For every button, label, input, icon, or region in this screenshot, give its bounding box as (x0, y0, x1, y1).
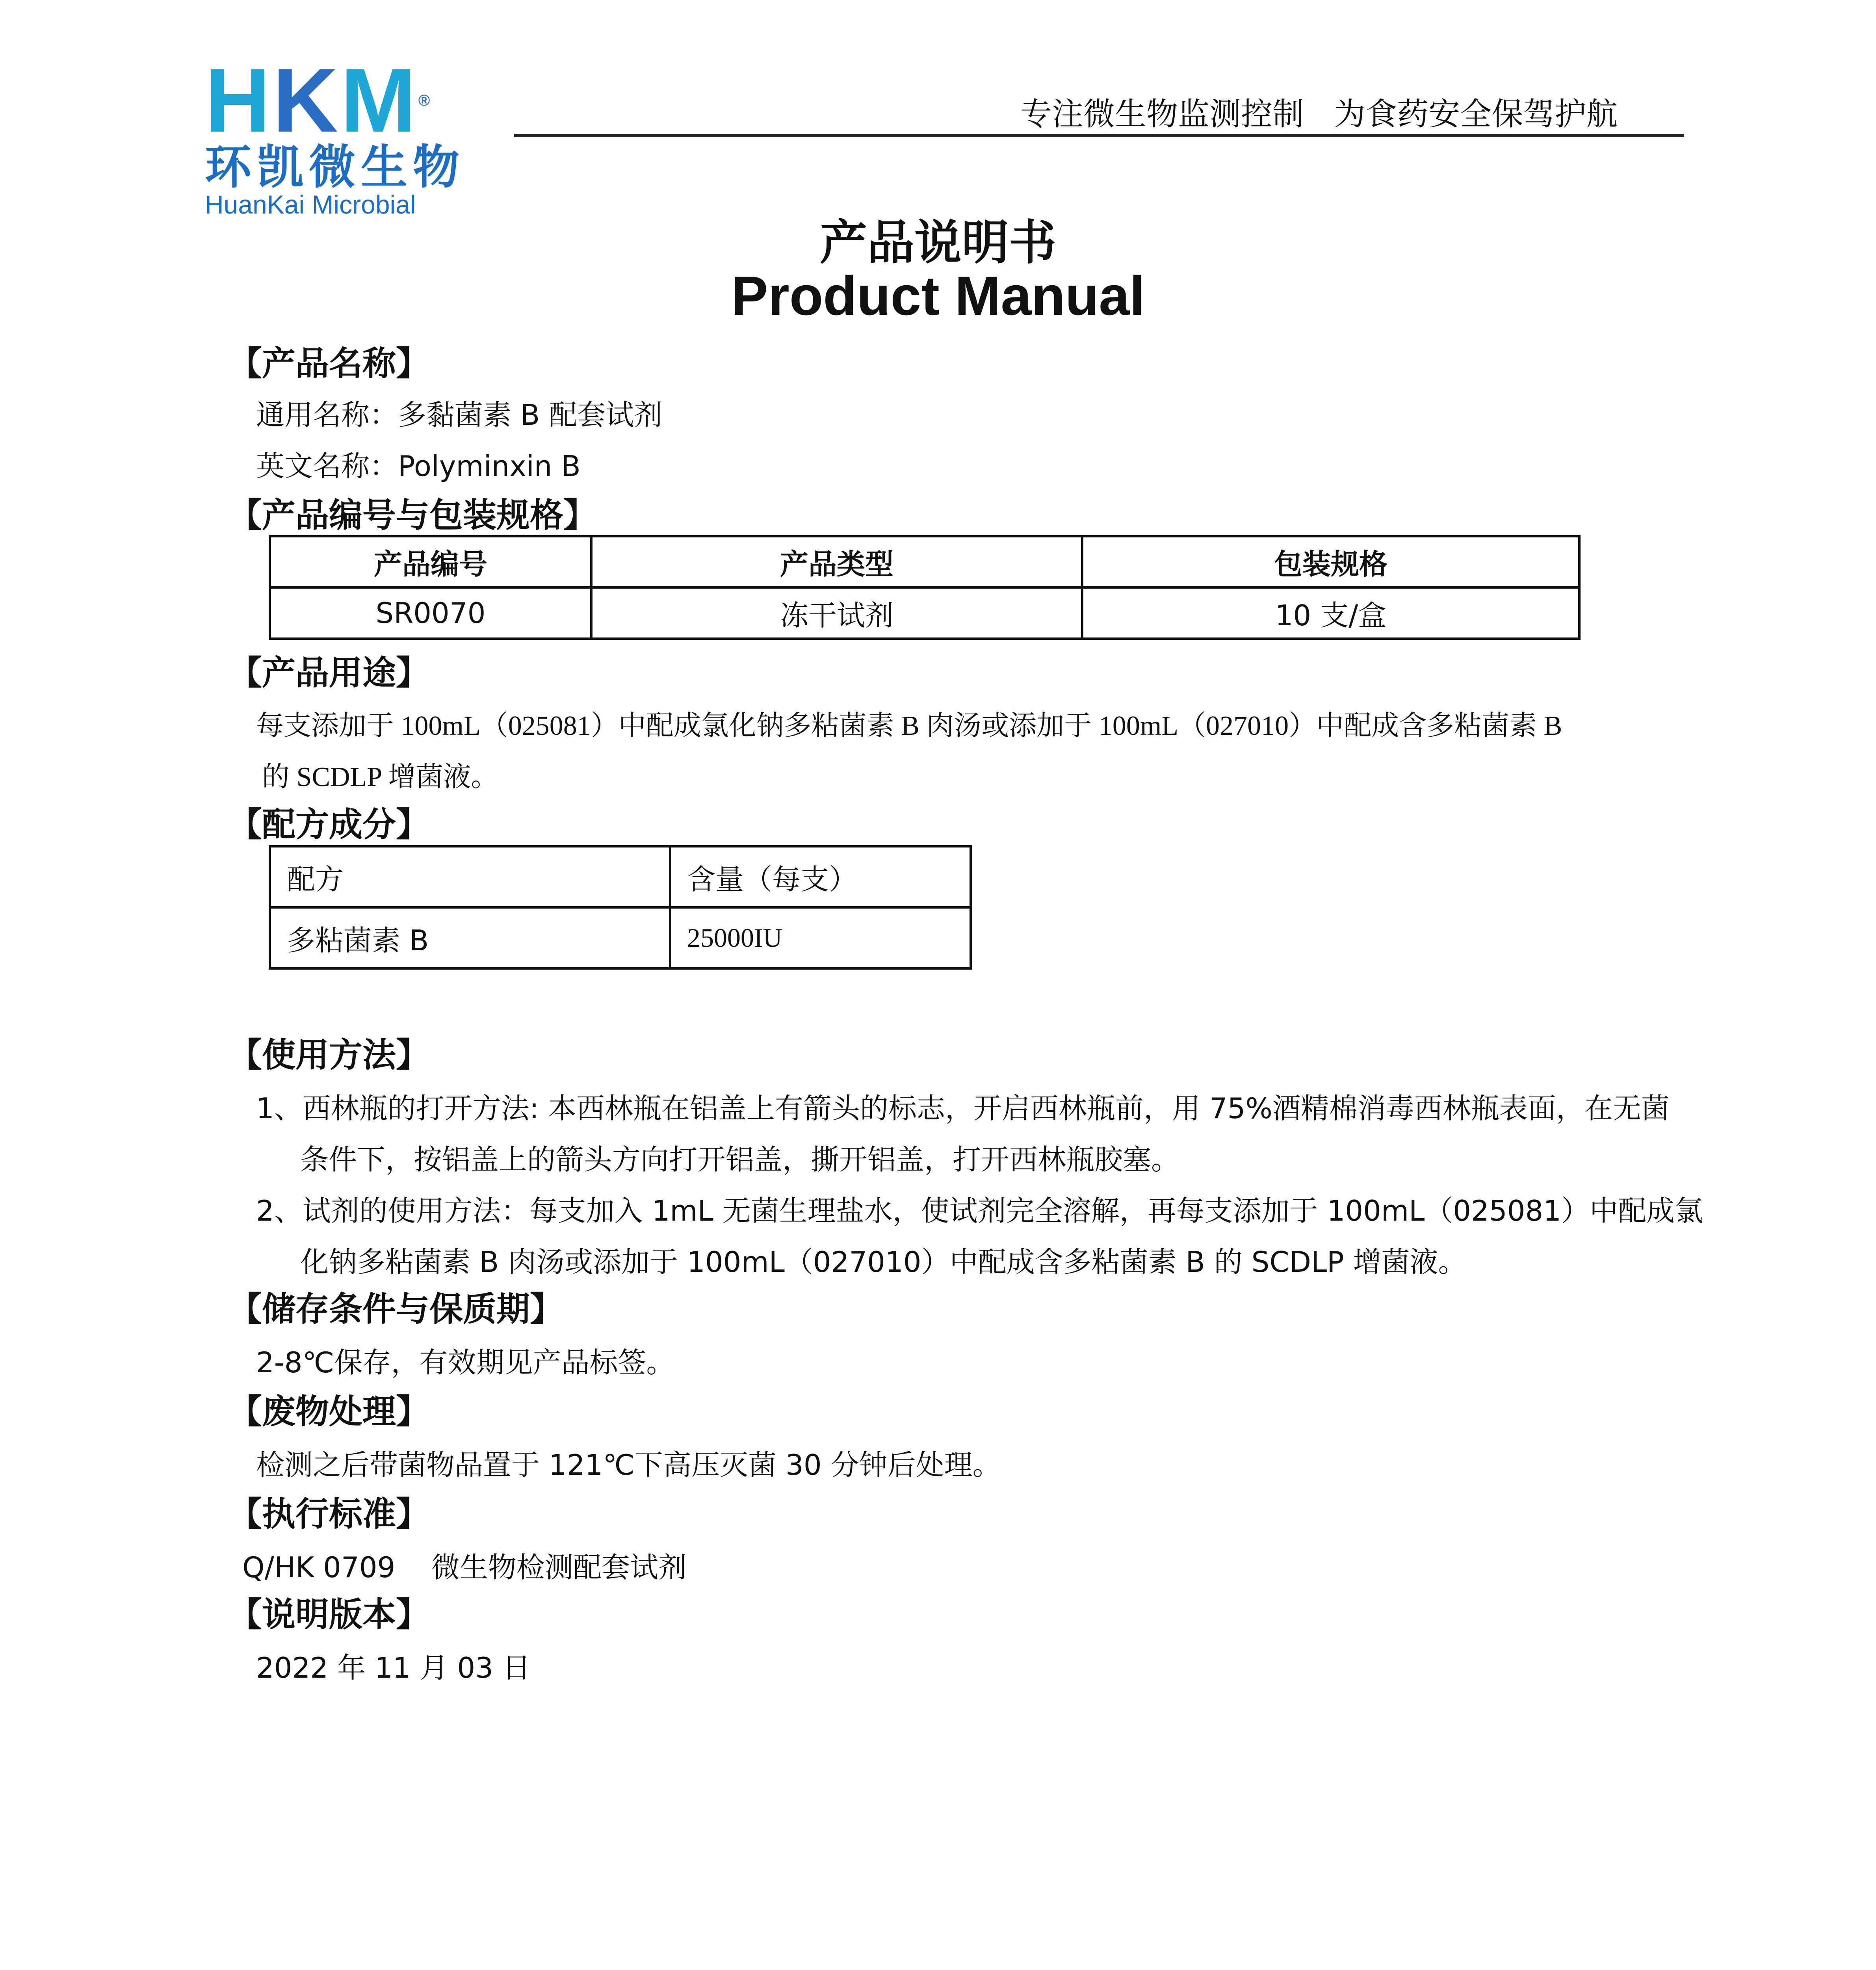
table-row (270, 587, 1579, 639)
formula-table (269, 845, 972, 970)
table-row (270, 907, 971, 968)
section-heading-spec: 【产品编号与包装规格】 (228, 496, 597, 535)
table-header-row (270, 536, 1579, 587)
version-text: 2022 年 11 月 03 日 (256, 1651, 531, 1684)
section-heading-method: 【使用方法】 (228, 1036, 430, 1075)
logo-chinese-name: 环凯微生物 (205, 140, 465, 194)
use-text-line1: 每支添加于 100mL（025081）中配成氯化钠多粘菌素 B 肉汤或添加于 100mL（027010）中配成含多粘菌素 B (256, 711, 1562, 741)
section-heading-name: 【产品名称】 (228, 344, 430, 383)
formula-amount: 25000IU (670, 907, 971, 968)
section-heading-waste: 【废物处理】 (228, 1392, 430, 1431)
registered-mark: ® (418, 92, 433, 109)
section-heading-standard: 【执行标准】 (228, 1495, 430, 1534)
spec-col-type: 产品类型 (591, 536, 1082, 587)
section-heading-formula: 【配方成分】 (228, 805, 430, 844)
spec-table (269, 535, 1581, 640)
header-divider (514, 134, 1684, 137)
company-logo (205, 50, 465, 219)
formula-col-ingredient: 配方 (270, 846, 670, 907)
section-heading-use: 【产品用途】 (228, 654, 430, 693)
spec-pack: 10 支/盒 (1082, 587, 1579, 639)
generic-name: 通用名称：多黏菌素 B 配套试剂 (256, 398, 663, 431)
method-item1-line1: 1、西林瓶的打开方法: 本西林瓶在铝盖上有箭头的标志，开启西林瓶前，用 75%酒精棉消毒西林瓶表面，在无菌 (256, 1092, 1670, 1125)
logo-english-name: HuanKai Microbial (205, 190, 416, 219)
section-heading-storage: 【储存条件与保质期】 (228, 1290, 564, 1329)
use-text-line2: 的 SCDLP 增菌液。 (262, 762, 499, 792)
table-header-row (270, 846, 971, 907)
standard-text: Q/HK 0709 微生物检测配套试剂 (242, 1551, 687, 1584)
english-name: 英文名称：Polyminxin B (256, 450, 581, 483)
storage-text: 2-8℃保存，有效期见产品标签。 (256, 1346, 675, 1379)
section-heading-version: 【说明版本】 (228, 1595, 430, 1634)
spec-col-code: 产品编号 (270, 536, 591, 587)
spec-type: 冻干试剂 (591, 587, 1082, 639)
method-item2-line1: 2、试剂的使用方法：每支加入 1mL 无菌生理盐水，使试剂完全溶解，再每支添加于 100mL（025081）中配成氯 (256, 1194, 1703, 1227)
waste-text: 检测之后带菌物品置于 121℃下高压灭菌 30 分钟后处理。 (256, 1448, 1001, 1481)
formula-ingredient: 多粘菌素 B (270, 907, 670, 968)
header-slogan: 专注微生物监测控制 为食药安全保驾护航 (1020, 96, 1618, 132)
title-chinese: 产品说明书 (820, 216, 1056, 270)
method-item1-line2: 条件下，按铝盖上的箭头方向打开铝盖，撕开铝盖，打开西林瓶胶塞。 (300, 1143, 1180, 1176)
formula-col-amount: 含量（每支） (670, 846, 971, 907)
logo-letters: HKM® (205, 50, 433, 151)
method-item2-line2: 化钠多粘菌素 B 肉汤或添加于 100mL（027010）中配成含多粘菌素 B 的 SCDLP 增菌液。 (300, 1245, 1467, 1279)
spec-col-pack: 包装规格 (1082, 536, 1579, 587)
title-english: Product Manual (731, 265, 1145, 327)
spec-code: SR0070 (270, 587, 591, 639)
